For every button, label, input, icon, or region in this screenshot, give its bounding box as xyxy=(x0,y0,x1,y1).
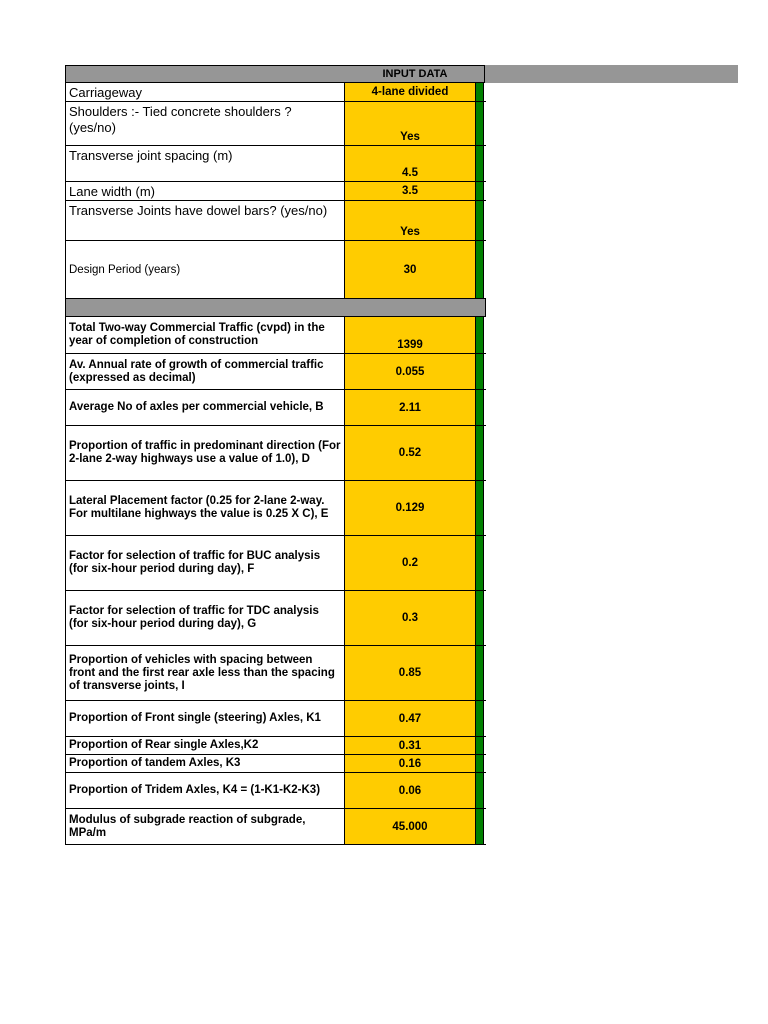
table-row xyxy=(66,536,486,591)
row-value-cell[interactable]: 0.129 xyxy=(345,481,476,535)
row-label: Average No of axles per commercial vehicle, B xyxy=(66,390,345,425)
row-label: Proportion of traffic in predominant direction (For 2-lane 2-way highways use a value of 1.0), D xyxy=(66,426,345,480)
section-separator xyxy=(66,299,486,317)
row-value-cell[interactable]: Yes xyxy=(345,201,476,240)
table-row xyxy=(66,317,486,354)
green-column-cell xyxy=(476,182,484,200)
row-value-cell[interactable]: 0.47 xyxy=(345,701,476,736)
green-column-cell xyxy=(476,146,484,181)
row-label: Lane width (m) xyxy=(66,182,345,200)
green-column-cell xyxy=(476,201,484,240)
row-label: Av. Annual rate of growth of commercial traffic (expressed as decimal) xyxy=(66,354,345,389)
table-row xyxy=(66,591,486,646)
green-column-cell xyxy=(476,755,484,772)
row-label: Design Period (years) xyxy=(66,241,345,298)
row-label: Total Two-way Commercial Traffic (cvpd) in the year of completion of construction xyxy=(66,317,345,353)
row-value-cell[interactable]: 0.2 xyxy=(345,536,476,590)
row-value-cell[interactable]: 45.000 xyxy=(345,809,476,844)
table-row xyxy=(66,646,486,701)
table-row xyxy=(66,354,486,390)
table-row xyxy=(66,481,486,536)
green-column-cell xyxy=(476,773,484,808)
table-row xyxy=(66,182,486,201)
green-column-cell xyxy=(476,354,484,389)
row-value-cell[interactable]: 0.85 xyxy=(345,646,476,700)
table-row xyxy=(66,390,486,426)
row-label: Proportion of Tridem Axles, K4 = (1-K1-K2-K3) xyxy=(66,773,345,808)
row-label: Transverse joint spacing (m) xyxy=(66,146,345,181)
table-row xyxy=(66,737,486,755)
row-label: Lateral Placement factor (0.25 for 2-lane 2-way. For multilane highways the value is 0.25 X C), E xyxy=(66,481,345,535)
row-label: Proportion of vehicles with spacing between front and the first rear axle less than the spacing of transverse joints, I xyxy=(66,646,345,700)
row-label: Carriageway xyxy=(66,83,345,101)
green-column-cell xyxy=(476,481,484,535)
green-column-cell xyxy=(476,102,484,145)
green-column-cell xyxy=(476,737,484,754)
table-row xyxy=(66,83,486,102)
row-value-cell[interactable]: 4.5 xyxy=(345,146,476,181)
row-value-cell[interactable]: 0.3 xyxy=(345,591,476,645)
table-row xyxy=(66,809,486,845)
row-value-cell[interactable]: 30 xyxy=(345,241,476,298)
green-column-cell xyxy=(476,701,484,736)
green-column-cell xyxy=(476,390,484,425)
table-row xyxy=(66,102,486,146)
input-data-title: INPUT DATA xyxy=(345,65,485,83)
row-value-cell[interactable]: 0.06 xyxy=(345,773,476,808)
row-label: Factor for selection of traffic for BUC analysis (for six-hour period during day), F xyxy=(66,536,345,590)
row-label: Shoulders :- Tied concrete shoulders ? (yes/no) xyxy=(66,102,345,145)
green-column-cell xyxy=(476,83,484,101)
green-column-cell xyxy=(476,536,484,590)
table-row xyxy=(66,773,486,809)
green-column-cell xyxy=(476,317,484,353)
row-value-cell[interactable]: Yes xyxy=(345,102,476,145)
header-border xyxy=(65,65,485,83)
green-column-cell xyxy=(476,646,484,700)
green-column-cell xyxy=(476,426,484,480)
row-label: Modulus of subgrade reaction of subgrade, MPa/m xyxy=(66,809,345,844)
row-label: Proportion of Rear single Axles,K2 xyxy=(66,737,345,754)
row-label: Transverse Joints have dowel bars? (yes/no) xyxy=(66,201,345,240)
row-label: Proportion of Front single (steering) Axles, K1 xyxy=(66,701,345,736)
row-value-cell[interactable]: 3.5 xyxy=(345,182,476,200)
row-label: Factor for selection of traffic for TDC analysis (for six-hour period during day), G xyxy=(66,591,345,645)
green-column-cell xyxy=(476,591,484,645)
row-label: Proportion of tandem Axles, K3 xyxy=(66,755,345,772)
row-value-cell[interactable]: 0.31 xyxy=(345,737,476,754)
table-row xyxy=(66,755,486,773)
table-row xyxy=(66,241,486,299)
table-row xyxy=(66,426,486,481)
table-row xyxy=(66,701,486,737)
green-column-cell xyxy=(476,241,484,298)
green-column-cell xyxy=(476,809,484,844)
table-row xyxy=(66,146,486,182)
row-value-cell[interactable]: 2.11 xyxy=(345,390,476,425)
input-data-sheet xyxy=(65,83,486,845)
row-value-cell[interactable]: 0.16 xyxy=(345,755,476,772)
row-value-cell[interactable]: 0.055 xyxy=(345,354,476,389)
table-row xyxy=(66,201,486,241)
row-value-cell[interactable]: 1399 xyxy=(345,317,476,353)
row-value-cell[interactable]: 0.52 xyxy=(345,426,476,480)
row-value-cell[interactable]: 4-lane divided xyxy=(345,83,476,101)
